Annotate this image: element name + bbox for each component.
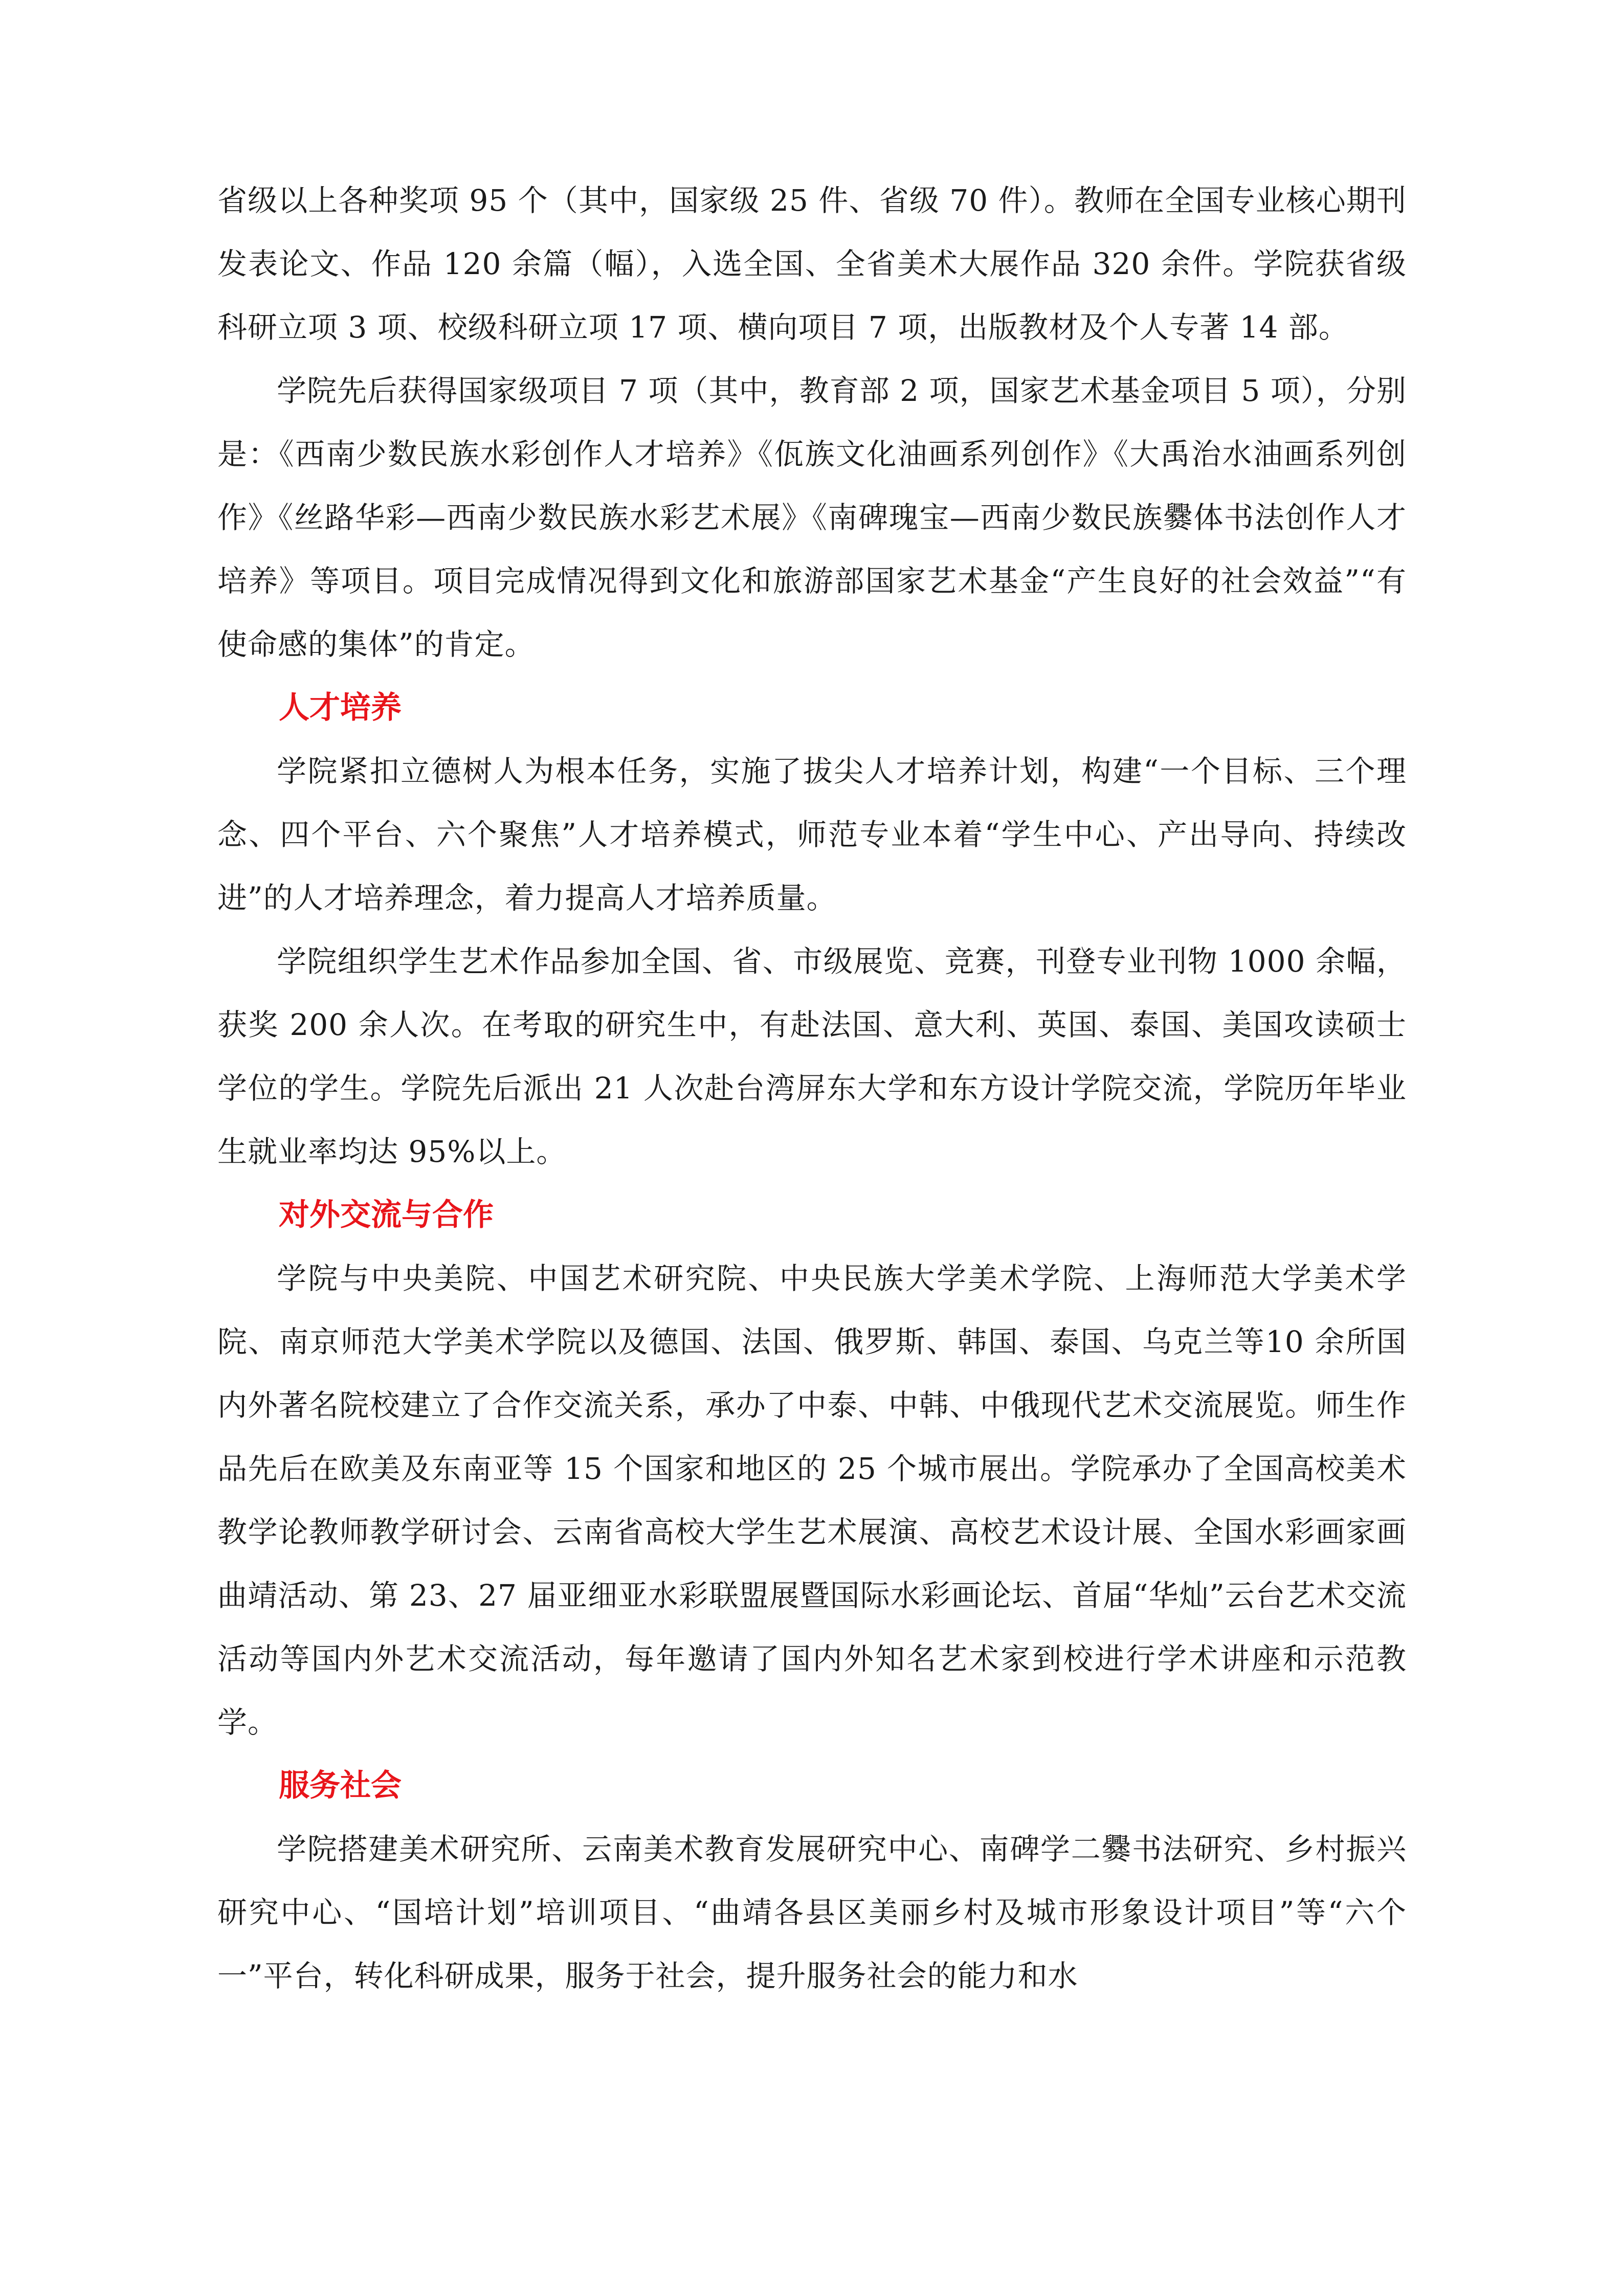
- heading-external-exchange: 对外交流与合作: [279, 1197, 494, 1233]
- paragraph-national-projects: 学院先后获得国家级项目 7 项（其中，教育部 2 项，国家艺术基金项目 5 项），分别是：《西南少数民族水彩创作人才培养》《佤族文化油画系列创作》《大禹治水油画系列创作》《丝路华彩—西南少数民族水彩艺术展》《南碑瑰宝—西南少数民族爨体书法创作人才培养》等项目。项目完成情况得到文化和旅游部国家艺术基金“产生良好的社会效益”“有使命感的集体”的肯定。: [217, 373, 1407, 662]
- paragraph-talent-model: 学院紧扣立德树人为根本任务，实施了拔尖人才培养计划，构建“一个目标、三个理念、四个平台、六个聚焦”人才培养模式，师范专业本着“学生中心、产出导向、持续改进”的人才培养理念，着力提高人才培养质量。: [217, 754, 1407, 915]
- document-page: [217, 169, 1407, 2008]
- paragraph-exchange-cooperation: 学院与中央美院、中国艺术研究院、中央民族大学美术学院、上海师范大学美术学院、南京师范大学美术学院以及德国、法国、俄罗斯、韩国、泰国、乌克兰等10 余所国内外著名院校建立了合作交流关系，承办了中泰、中韩、中俄现代艺术交流展览。师生作品先后在欧美及东南亚等 15 个国家和地区的 25 个城市展出。学院承办了全国高校美术教学论教师教学研讨会、云南省高校大学生艺术展演、高校艺术设计展、全国水彩画家画曲靖活动、第 23、27 届亚细亚水彩联盟展暨国际水彩画论坛、首届“华灿”云台艺术交流活动等国内外艺术交流活动，每年邀请了国内外知名艺术家到校进行学术讲座和示范教学。: [217, 1261, 1407, 1740]
- paragraph-student-achievements: 学院组织学生艺术作品参加全国、省、市级展览、竞赛，刊登专业刊物 1000 余幅，获奖 200 余人次。在考取的研究生中，有赴法国、意大利、英国、泰国、美国攻读硕士学位的学生。学院先后派出 21 人次赴台湾屏东大学和东方设计学院交流，学院历年毕业生就业率均达 95%以上。: [217, 944, 1407, 1169]
- paragraph-awards: 省级以上各种奖项 95 个（其中，国家级 25 件、省级 70 件）。教师在全国专业核心期刊发表论文、作品 120 余篇（幅），入选全国、全省美术大展作品 320 余件。学院获省级科研立项 3 项、校级科研立项 17 项、横向项目 7 项，出版教材及个人专著 14 部。: [217, 183, 1407, 345]
- heading-social-service: 服务社会: [279, 1768, 402, 1804]
- paragraph-social-service: 学院搭建美术研究所、云南美术教育发展研究中心、南碑学二爨书法研究、乡村振兴研究中心、“国培计划”培训项目、“曲靖各县区美丽乡村及城市形象设计项目”等“六个一”平台，转化科研成果，服务于社会，提升服务社会的能力和水: [217, 1832, 1407, 1993]
- heading-talent-training: 人才培养: [279, 690, 402, 726]
